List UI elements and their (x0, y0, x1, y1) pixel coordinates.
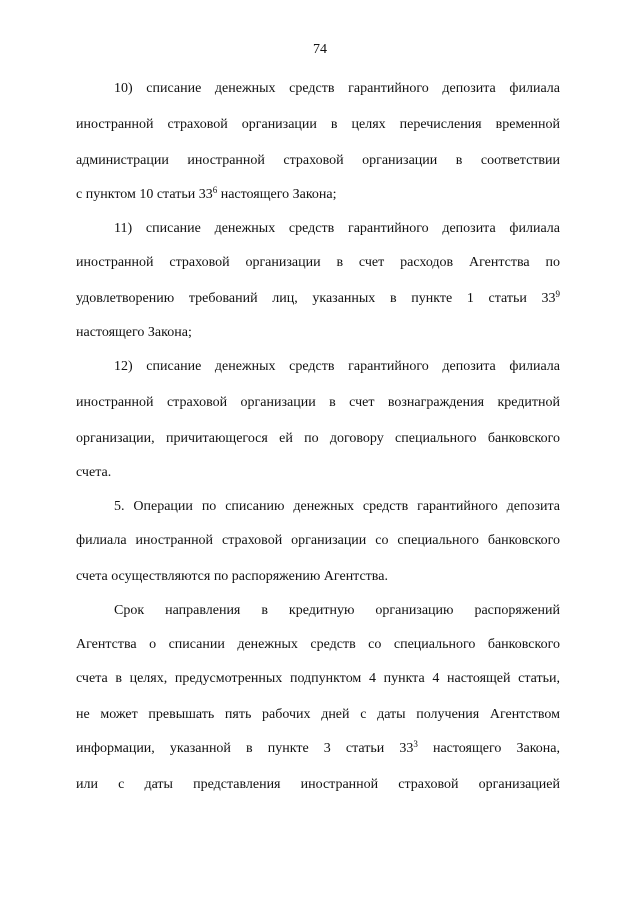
superscript: 3 (413, 739, 418, 749)
text-line: иностранной страховой организации в целях перечисления временной (76, 117, 560, 132)
text-line: 10) списание денежных средств гарантийного депозита филиала (114, 81, 560, 96)
superscript: 9 (555, 289, 560, 299)
text-line: счета в целях, предусмотренных подпунктом 4 пункта 4 настоящей статьи, (76, 671, 560, 686)
text-fragment: с пунктом 10 статьи 33 (76, 187, 213, 202)
text-line (76, 185, 560, 205)
text-line: или с даты представления иностранной страховой организацией (76, 777, 560, 792)
text-fragment: информации, указанной в пункте 3 статьи 33 (76, 741, 414, 756)
text-line: счета осуществляются по распоряжению Агентства. (76, 569, 388, 584)
text-line: не может превышать пять рабочих дней с даты получения Агентством (76, 707, 560, 722)
text-fragment: настоящего Закона; (217, 187, 337, 202)
text-line: Агентства о списании денежных средств со специального банковского (76, 637, 560, 652)
page-number: 74 (313, 42, 327, 57)
text-line: Срок направления в кредитную организацию распоряжений (114, 603, 560, 618)
text-line (76, 739, 560, 759)
text-line: филиала иностранной страховой организации со специального банковского (76, 533, 560, 548)
text-fragment: настоящего Закона, (417, 741, 560, 756)
text-fragment: удовлетворению требований лиц, указанных в пункте 1 статьи 33 (76, 291, 556, 306)
text-line: организации, причитающегося ей по договору специального банковского (76, 431, 560, 446)
text-line: администрации иностранной страховой организации в соответствии (76, 153, 560, 168)
text-line: 5. Операции по списанию денежных средств гарантийного депозита (114, 499, 560, 514)
text-line: иностранной страховой организации в счет вознаграждения кредитной (76, 395, 560, 410)
text-line: 11) списание денежных средств гарантийного депозита филиала (114, 221, 560, 236)
text-line: 12) списание денежных средств гарантийного депозита филиала (114, 359, 560, 374)
text-line: счета. (76, 465, 112, 480)
superscript: 6 (212, 185, 218, 195)
text-line (76, 289, 560, 309)
text-line: настоящего Закона; (76, 325, 192, 340)
text-line: иностранной страховой организации в счет расходов Агентства по (76, 255, 560, 270)
